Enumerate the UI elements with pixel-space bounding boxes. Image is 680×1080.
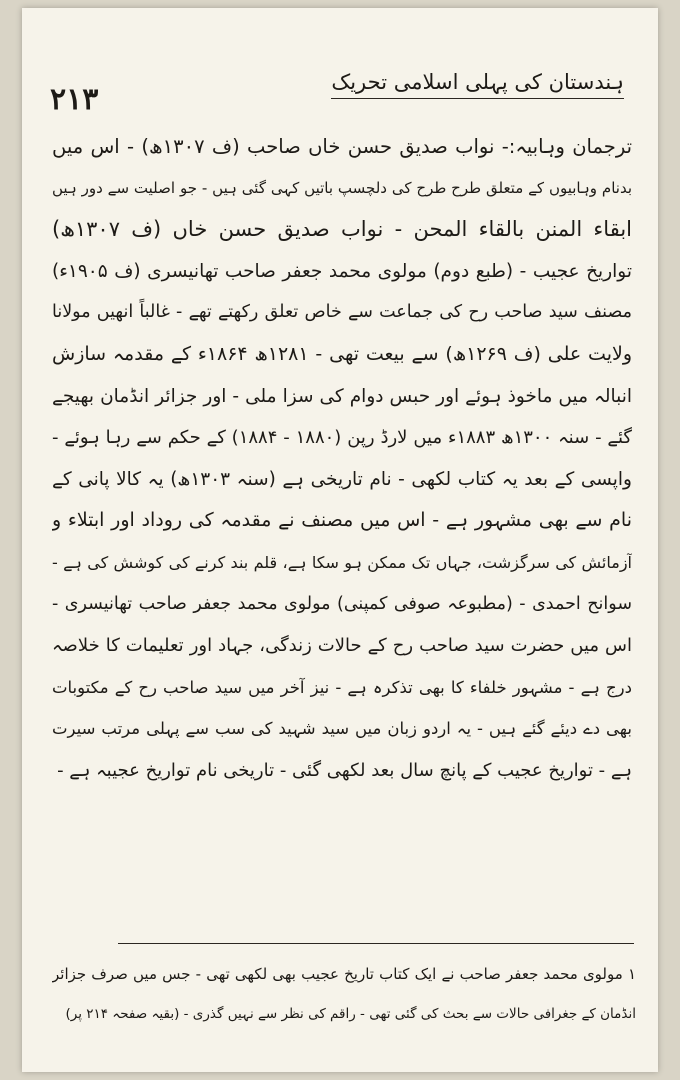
footnote-divider bbox=[118, 943, 634, 944]
text-line: درج ہے - مشہور خلفاء کا بھی تذکرہ ہے - نیز آخر میں سید صاحب رح کے مکتوبات bbox=[52, 677, 632, 697]
text-line: اس میں حضرت سید صاحب رح کے حالات زندگی، جہاد اور تعلیمات کا خلاصہ bbox=[52, 635, 632, 657]
text-line: بدنام وہابیوں کے متعلق طرح طرح کی دلچسپ باتیں کہی گئی ہیں - جو اصلیت سے دور ہیں bbox=[52, 178, 632, 197]
body-text bbox=[52, 126, 632, 792]
footnote-line: ۱ مولوی محمد جعفر صاحب نے ایک کتاب تاریخ عجیب بھی لکھی تھی - جس میں صرف جزائر bbox=[52, 965, 636, 983]
page-number: ۲۱۳ bbox=[50, 82, 99, 117]
text-line: ولایت علی (ف ۱۲۶۹ھ) سے بیعت تھی - ۱۲۸۱ھ ۱۸۶۴ء کے مقدمہ سازش bbox=[52, 342, 632, 365]
text-line: گئے - سنہ ۱۳۰۰ھ ۱۸۸۳ء میں لارڈ رپن (۱۸۸۰ - ۱۸۸۴) کے حکم سے رہا ہوئے - bbox=[52, 427, 632, 449]
text-line: واپسی کے بعد یہ کتاب لکھی - نام تاریخی ہے (سنہ ۱۳۰۳ھ) یہ کالا پانی کے bbox=[52, 468, 632, 490]
footnotes bbox=[52, 954, 636, 1034]
text-line: سوانح احمدی - (مطبوعہ صوفی کمپنی) مولوی محمد جعفر صاحب تھانیسری - bbox=[52, 593, 632, 614]
text-line: مصنف سید صاحب رح کی جماعت سے خاص تعلق رکھتے تھے - غالباً انھیں مولانا bbox=[52, 302, 632, 323]
book-page bbox=[22, 8, 658, 1072]
text-line: ترجمان وہابیہ:- نواب صدیق حسن خاں صاحب (ف ۱۳۰۷ھ) - اس میں bbox=[52, 135, 632, 158]
running-head: ہندستان کی پہلی اسلامی تحریک bbox=[331, 70, 624, 99]
footnote-line: انڈمان کے جغرافی حالات سے بحث کی گئی تھی - راقم کی نظر سے نہیں گذری - (بقیہ صفحہ ۲۱۴ پر) bbox=[65, 1006, 636, 1022]
text-line: آزمائش کی سرگزشت، جہاں تک ممکن ہو سکا ہے، قلم بند کرنے کی کوشش کی ہے - bbox=[52, 552, 632, 572]
text-line: تواریخ عجیب - (طبع دوم) مولوی محمد جعفر صاحب تھانیسری (ف ۱۹۰۵ء) bbox=[52, 260, 632, 282]
text-line: نام سے بھی مشہور ہے - اس میں مصنف نے مقدمہ کی روداد اور ابتلاء و bbox=[52, 509, 632, 532]
text-line: ابقاء المنن بالقاء المحن - نواب صدیق حسن خاں (ف ۱۳۰۷ھ) bbox=[52, 217, 632, 242]
text-line: ہے - تواریخ عجیب کے پانچ سال بعد لکھی گئی - تاریخی نام تواریخ عجیبہ ہے - bbox=[57, 759, 632, 781]
text-line: بھی دے دیئے گئے ہیں - یہ اردو زبان میں سید شہید کی سب سے پہلی مرتب سیرت bbox=[52, 719, 632, 739]
text-line: انبالہ میں ماخوذ ہوئے اور حبس دوام کی سزا ملی - اور جزائر انڈمان بھیجے bbox=[52, 385, 632, 407]
